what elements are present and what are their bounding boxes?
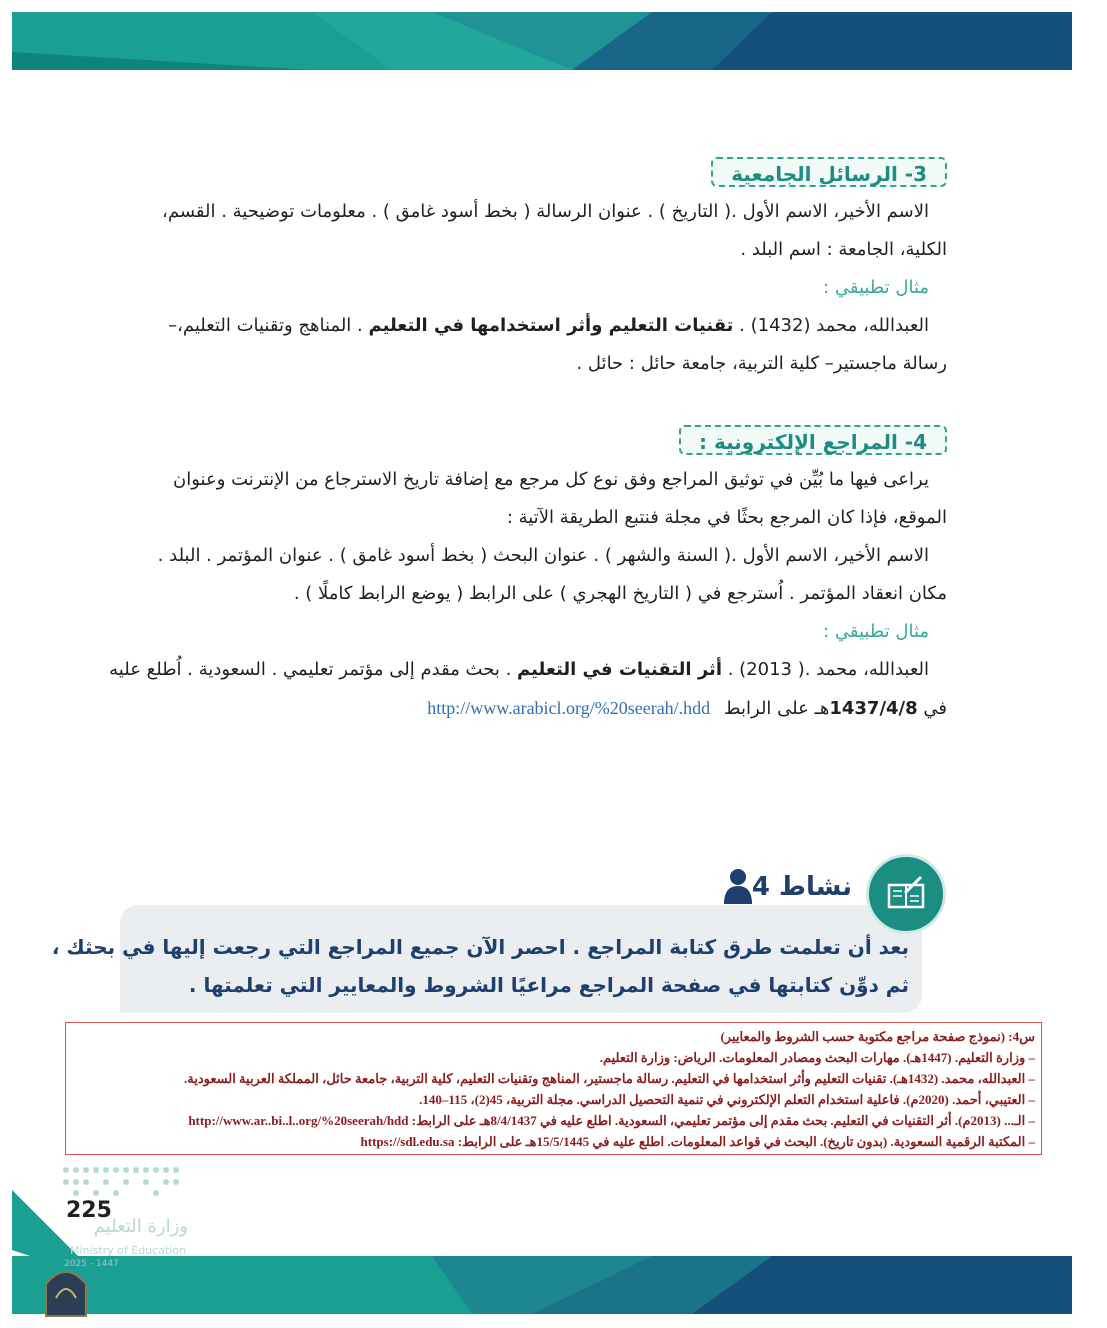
section3-format-line2: الكلية، الجامعة : اسم البلد . xyxy=(740,239,947,260)
section3-example-title: تقنيات التعليم وأثر استخدامها في التعليم xyxy=(368,315,734,336)
section3-example-part2: . المناهج وتقنيات التعليم،– xyxy=(168,315,363,336)
section4-example-url[interactable]: http://www.arabicl.org/%20seerah/.hdd xyxy=(427,698,711,718)
answer-line-5: – الـ... (2013م). أثر التقنيات في التعليم. بحث مقدم إلى مؤتمر تعليمي، السعودية. اطلع عليه في 8/4/1437هـ على الرابط: http://www.ar..bi..l..org/%20seerah/hdd xyxy=(188,1113,1035,1128)
answer-line-1: س4: (نموذج صفحة مراجع مكتوبة حسب الشروط والمعايير) xyxy=(720,1029,1035,1044)
answer-box xyxy=(65,1022,1042,1155)
section3-format-line1: الاسم الأخير، الاسم الأول .( التاريخ ) . عنوان الرسالة ( بخط أسود غامق ) . معلومات توضيحية . القسم، xyxy=(162,201,929,222)
section4-format-line2: مكان انعقاد المؤتمر . اُسترجع في ( التاريخ الهجري ) على الرابط ( يوضع الرابط كاملًا ) . xyxy=(293,583,947,604)
section4-example-line1 xyxy=(109,651,929,689)
answer-line-3: – العبدالله، محمد. (1432هـ). تقنيات التعليم وأثر استخدامها في التعليم. رسالة ماجستير، المناهج وتقنيات التعليم، كلية التربية، جامعة حائل، المملكة العربية السعودية. xyxy=(184,1071,1035,1086)
page-number: 225 xyxy=(66,1198,112,1223)
answer-line-2: – وزارة التعليم. (1447هـ). مهارات البحث ومصادر المعلومات. الرياض: وزارة التعليم. xyxy=(599,1050,1035,1065)
activity-title xyxy=(752,870,852,904)
bottom-banner xyxy=(12,1256,1072,1314)
section3-example-line1 xyxy=(168,307,929,345)
ministry-name-ar: وزارة التعليم xyxy=(93,1216,188,1237)
ministry-dots-logo xyxy=(60,1162,188,1198)
edition-year: 2025 - 1447 xyxy=(64,1259,119,1269)
activity-line1: بعد أن تعلمت طرق كتابة المراجع . احصر الآن جميع المراجع التي رجعت إليها في بحثك ، xyxy=(51,935,909,959)
notebook-pencil-icon xyxy=(869,857,943,931)
section4-intro-line1: يراعى فيها ما بُيِّن في توثيق المراجع وفق نوع كل مرجع مع إضافة تاريخ الاسترجاع من الإنترنت وعنوان xyxy=(173,469,929,490)
section4-example-part2: . بحث مقدم إلى مؤتمر تعليمي . السعودية . اُطلع عليه xyxy=(109,659,512,680)
watermark-emblem xyxy=(34,1258,98,1318)
section4-format-line1: الاسم الأخير، الاسم الأول .( السنة والشهر ) . عنوان البحث ( بخط أسود غامق ) . عنوان المؤتمر . البلد . xyxy=(157,545,929,566)
section4-example-line2 xyxy=(427,689,947,728)
ministry-name-en: Ministry of Education xyxy=(70,1244,187,1257)
section4-heading: 4- المراجع الإلكترونية : xyxy=(679,425,947,455)
activity-line2: ثم دوِّن كتابتها في صفحة المراجع مراعيًا الشروط والمعايير التي تعلمتها . xyxy=(188,973,909,997)
section4-example-mid: هـ على الرابط xyxy=(723,698,830,719)
activity-title-word: نشاط xyxy=(779,872,852,902)
section3-heading: 3- الرسائل الجامعية xyxy=(711,157,947,187)
section4-intro-line2: الموقع، فإذا كان المرجع بحثًا في مجلة فنتبع الطريقة الآتية : xyxy=(506,507,947,528)
person-icon xyxy=(722,868,754,904)
section4-example-date: 1437/4/8 xyxy=(829,698,918,719)
section3-example-part1: العبدالله، محمد (1432) . xyxy=(739,315,929,336)
section4-example-part1: العبدالله، محمد .( 2013) . xyxy=(727,659,929,680)
section3-example-label: مثال تطبيقي : xyxy=(823,277,929,298)
section4-example-label: مثال تطبيقي : xyxy=(823,621,929,642)
top-banner xyxy=(12,12,1072,70)
answer-line-6: – المكتبة الرقمية السعودية. (بدون تاريخ). البحث في قواعد المعلومات. اطلع عليه في 15/5/1445هـ على الرابط: https://sdl.edu.sa xyxy=(360,1134,1035,1149)
activity-icon-circle xyxy=(866,854,946,934)
section4-example-title: أثر التقنيات في التعليم xyxy=(517,659,722,680)
activity-title-number: 4 xyxy=(751,872,770,902)
section3-example-line2: رسالة ماجستير– كلية التربية، جامعة حائل : حائل . xyxy=(576,353,947,374)
answer-line-4: – العتيبي، أحمد. (2020م). فاعلية استخدام التعلم الإلكتروني في تنمية التحصيل الدراسي. مجلة التربية، 45(2)، 115–140. xyxy=(419,1092,1035,1107)
section4-example-prefix: في xyxy=(923,698,947,719)
